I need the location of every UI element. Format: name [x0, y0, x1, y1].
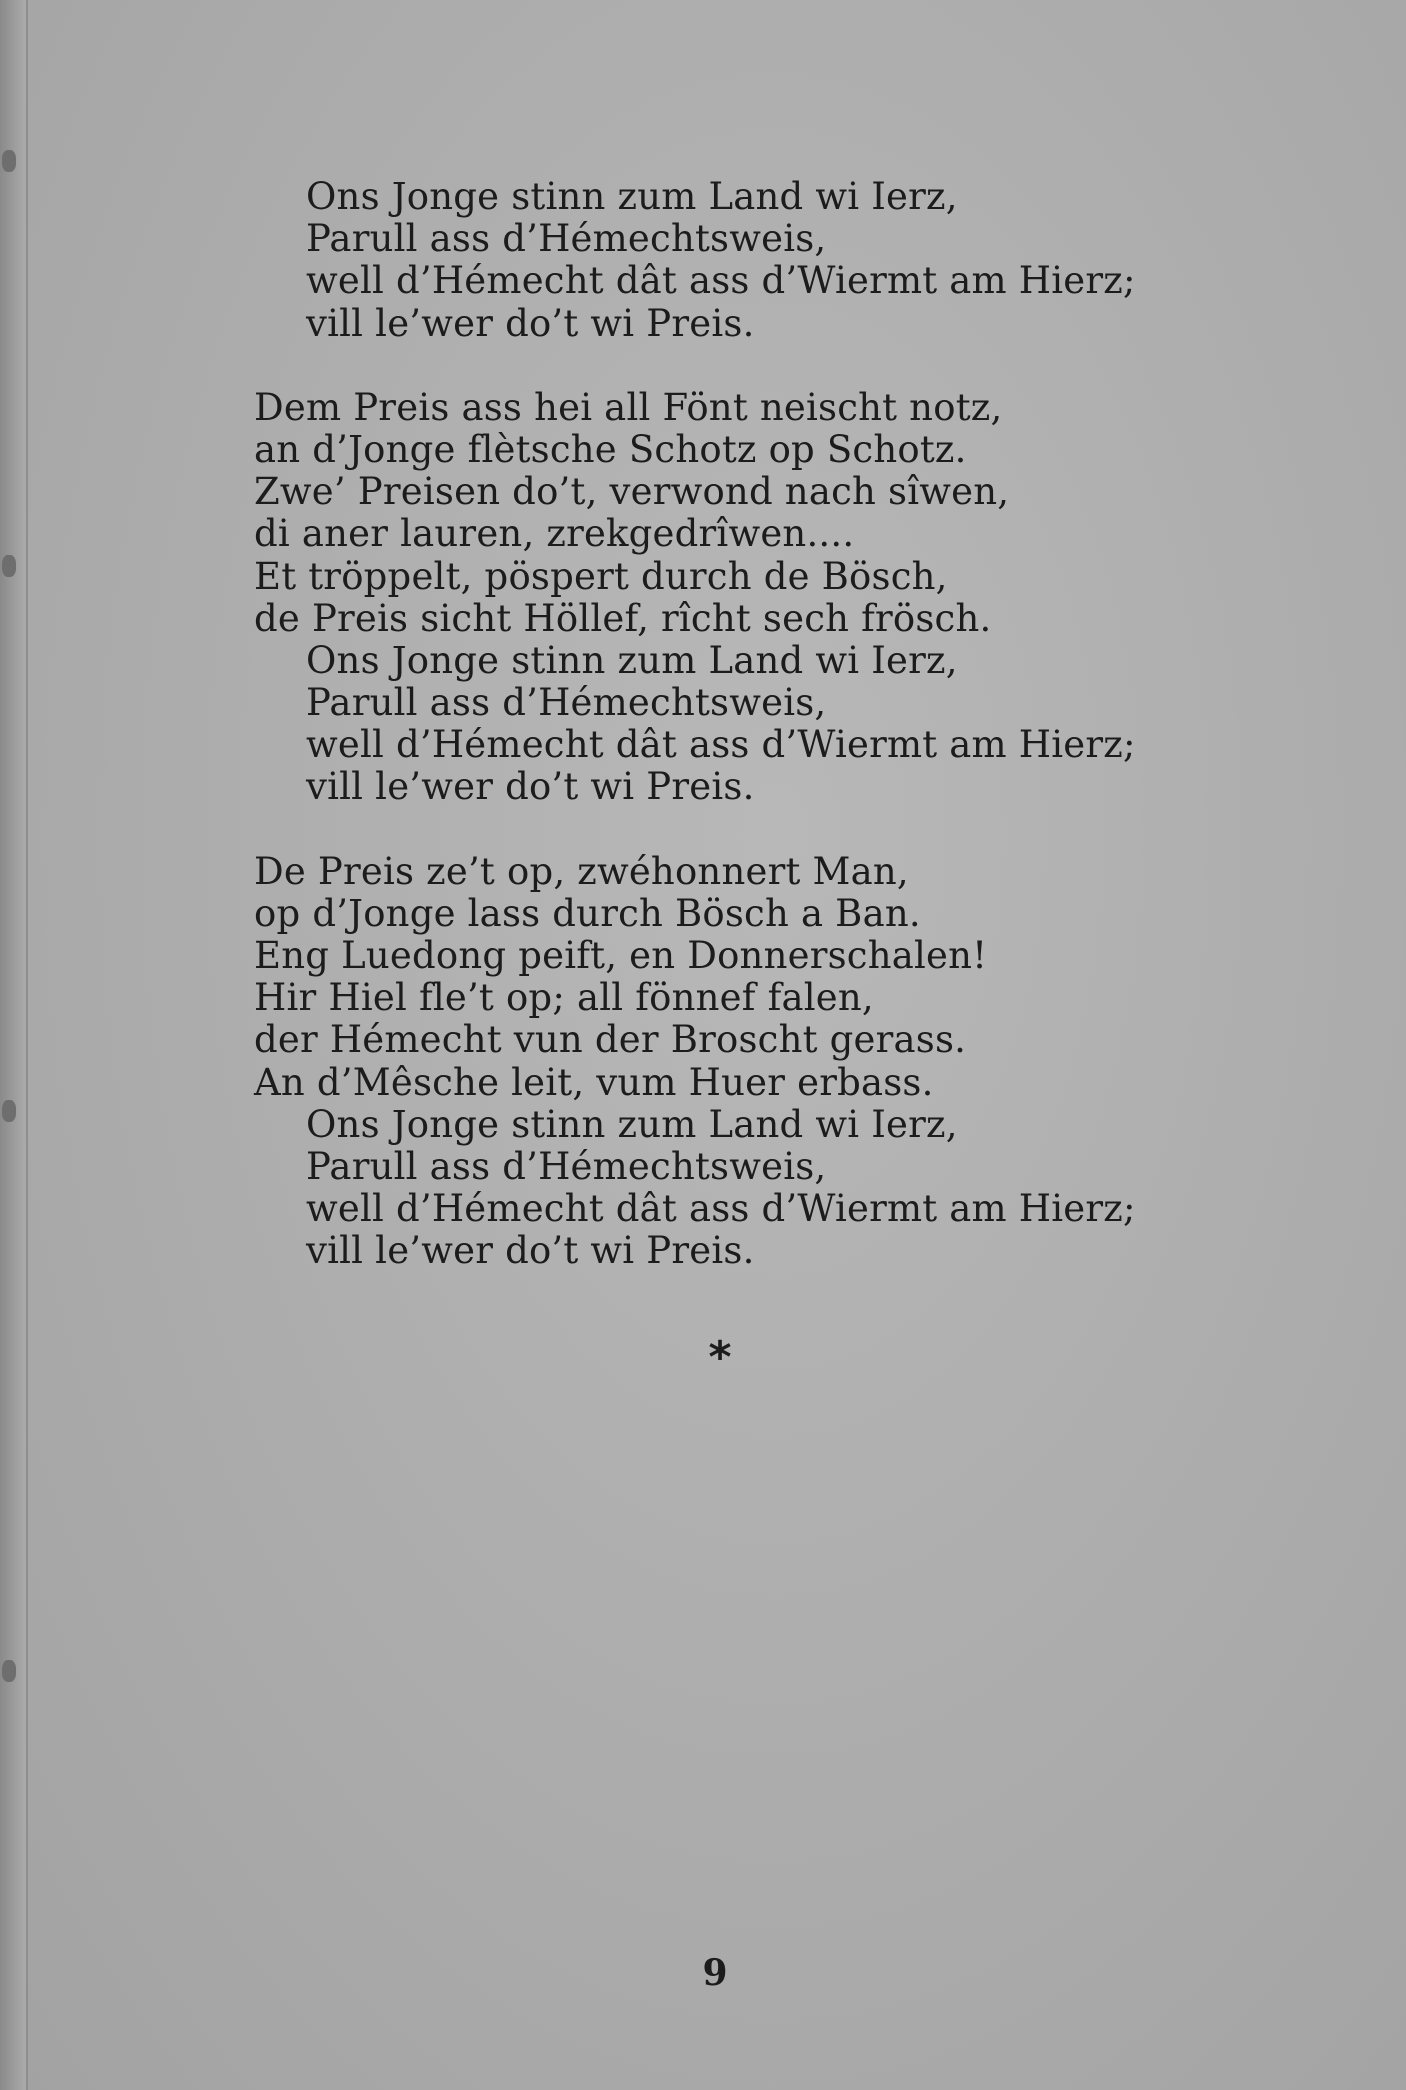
stanza-1: [254, 176, 1254, 345]
poem-line: vill le’wer do’t wi Preis.: [306, 301, 755, 345]
poem-line: vill le’wer do’t wi Preis.: [306, 1229, 755, 1273]
binding-stitch: [2, 150, 16, 172]
poem-line: Parull ass d’Hémechtsweis,: [306, 681, 827, 725]
poem-line: Ons Jonge stinn zum Land wi Ierz,: [306, 1102, 958, 1146]
poem-body: [254, 176, 1254, 1315]
poem-line: well d’Hémecht dât ass d’Wiermt am Hierz;: [306, 259, 1136, 303]
binding-gutter: [0, 0, 28, 2090]
stanza-3: [254, 851, 1254, 1273]
asterisk-ornament: *: [708, 1332, 732, 1383]
poem-line: op d’Jonge lass durch Bösch a Ban.: [254, 891, 921, 935]
poem-line: Eng Luedong peift, en Donnerschalen!: [254, 934, 988, 977]
stanza-2: [254, 387, 1254, 809]
poem-line: an d’Jonge flètsche Schotz op Schotz.: [254, 427, 967, 471]
binding-stitch: [2, 1100, 16, 1122]
poem-line: Ons Jonge stinn zum Land wi Ierz,: [306, 175, 958, 218]
poem-line: Dem Preis ass hei all Fönt neischt notz,: [254, 385, 1003, 429]
poem-line: Hir Hiel fle’t op; all fönnef falen,: [254, 976, 874, 1020]
poem-line: vill le’wer do’t wi Preis.: [306, 765, 755, 809]
poem-line: di aner lauren, zrekgedrîwen....: [254, 512, 855, 556]
poem-line: Parull ass d’Hémechtsweis,: [306, 1144, 827, 1188]
poem-line: der Hémecht vun der Broscht gerass.: [254, 1018, 967, 1062]
poem-line: well d’Hémecht dât ass d’Wiermt am Hierz;: [306, 1187, 1136, 1231]
poem-line: Ons Jonge stinn zum Land wi Ierz,: [306, 638, 958, 682]
poem-line: well d’Hémecht dât ass d’Wiermt am Hierz;: [306, 723, 1136, 767]
poem-line: Zwe’ Preisen do’t, verwond nach sîwen,: [254, 470, 1010, 514]
binding-stitch: [2, 1660, 16, 1682]
poem-line: Parull ass d’Hémechtsweis,: [306, 217, 827, 261]
poem-line: de Preis sicht Höllef, rîcht sech frösch.: [254, 596, 992, 640]
poem-line: An d’Mêsche leit, vum Huer erbass.: [254, 1060, 934, 1104]
poem-line: De Preis ze’t op, zwéhonnert Man,: [254, 849, 909, 893]
page-number: 9: [702, 1952, 728, 1994]
binding-stitch: [2, 555, 16, 577]
poem-line: Et tröppelt, pöspert durch de Bösch,: [254, 554, 948, 598]
